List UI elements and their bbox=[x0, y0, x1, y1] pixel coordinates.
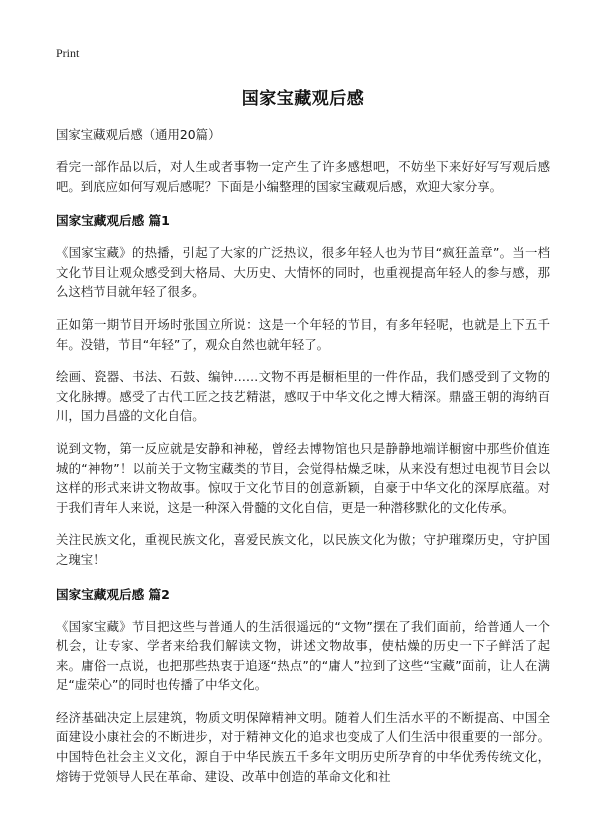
section-2-paragraph-2: 经济基础决定上层建筑，物质文明保障精神文明。随着人们生活水平的不断提高、中国全面建设小康社会的不断进步，对于精神文化的追求也变成了人们生活中很重要的一部分。中国特色社会主义文化，源自于中华民族五千多年文明历史所孕育的中华优秀传统文化，熔铸于党领导人民在革命、建设、改革中创造的革命文化和社 bbox=[56, 709, 550, 784]
section-2-paragraph-1: 《国家宝藏》节目把这些与普通人的生活很遥远的“文物”摆在了我们面前，给普通人一个机会，让专家、学者来给我们解读文物，讲述文物故事，使枯燥的历史一下子鲜活了起来。庸俗一点说，也把那些热衷于追逐“热点”的“庸人”拉到了这些“宝藏”面前，让人在满足“虚荣心”的同时也传播了中华文化。 bbox=[56, 618, 550, 693]
section-heading-2: 国家宝藏观后感 篇2 bbox=[56, 586, 170, 602]
section-1-paragraph-2: 正如第一期节目开场时张国立所说：这是一个年轻的节目，有多年轻呢，也就是上下五千年。没错，节目“年轻”了，观众自然也就年轻了。 bbox=[56, 316, 550, 352]
section-1-paragraph-5: 关注民族文化，重视民族文化，喜爱民族文化，以民族文化为傲；守护璀璨历史，守护国之瑰宝！ bbox=[56, 532, 550, 567]
section-1-paragraph-3: 绘画、瓷器、书法、石鼓、编钟……文物不再是橱柜里的一件作品，我们感受到了文物的文化脉搏。感受了古代工匠之技艺精湛，感叹于中华文化之博大精深。鼎盛王朝的海纳百川，国力昌盛的文化自信。 bbox=[56, 369, 550, 424]
document-page bbox=[56, 44, 550, 786]
document-title: 国家宝藏观后感 bbox=[241, 89, 365, 109]
print-link[interactable]: Print bbox=[56, 46, 80, 60]
section-1-paragraph-1: 《国家宝藏》的热播，引起了大家的广泛热议，很多年轻人也为节目“疯狂盖章”。当一档文化节目让观众感受到大格局、大历史、大情怀的同时，也重视提高年轻人的参与感，那么这档节目就年轻了很多。 bbox=[56, 245, 550, 300]
section-1-paragraph-4: 说到文物，第一反应就是安静和神秘，曾经去博物馆也只是静静地端详橱窗中那些价值连城的“神物”！以前关于文物宝藏类的节目，会觉得枯燥乏味，从来没有想过电视节目会以这样的形式来讲文物故事。惊叹于文化节目的创意新颖，自豪于中华文化的深厚底蕴。对于我们青年人来说，这是一种深入骨髓的文化自信，更是一种潜移默化的文化传承。 bbox=[56, 440, 550, 515]
section-heading-1: 国家宝藏观后感 篇1 bbox=[56, 213, 170, 229]
document-subtitle: 国家宝藏观后感（通用20篇） bbox=[56, 127, 221, 142]
intro-paragraph: 看完一部作品以后，对人生或者事物一定产生了许多感想吧，不妨坐下来好好写写观后感吧。到底应如何写观后感呢？下面是小编整理的国家宝藏观后感，欢迎大家分享。 bbox=[56, 159, 550, 194]
